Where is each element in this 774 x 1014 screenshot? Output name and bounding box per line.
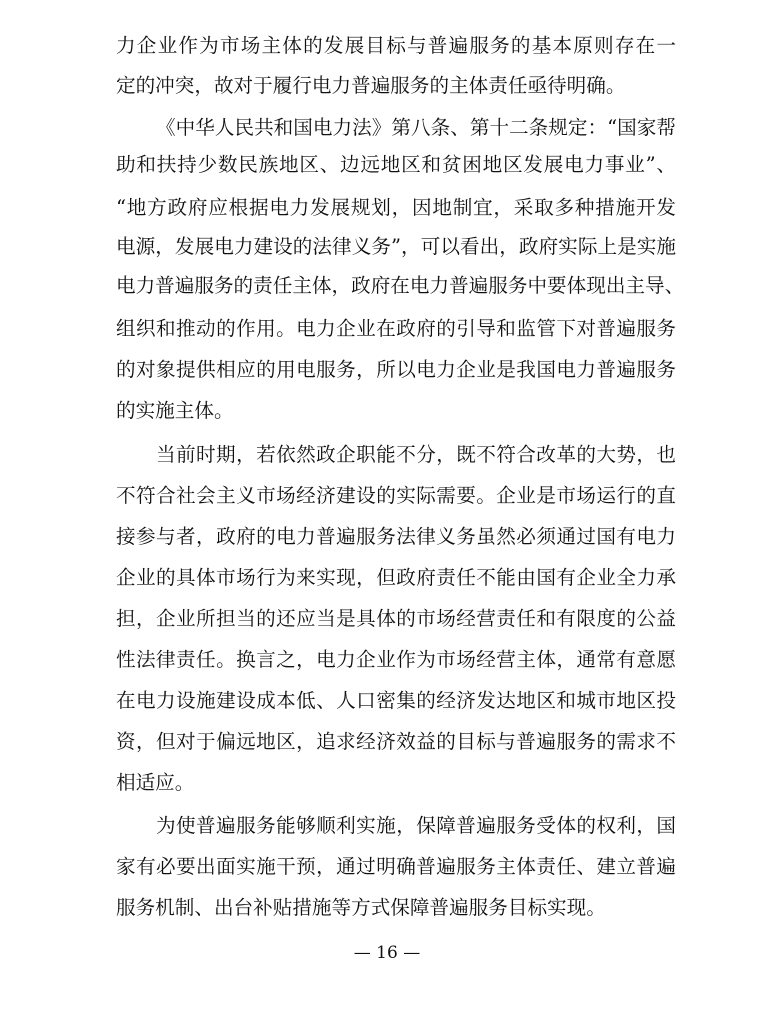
paragraph-3-line-5: 担，企业所担当的还应当是具体的市场经营责任和有限度的公益 [116, 607, 676, 630]
paragraph-2-line-4: 电源，发展电力建设的法律义务”，可以看出，政府实际上是实施 [116, 235, 676, 258]
paragraph-3-line-3: 接参与者，政府的电力普遍服务法律义务虽然必须通过国有电力 [116, 525, 676, 548]
paragraph-2-line-2: 助和扶持少数民族地区、边远地区和贫困地区发展电力事业”、 [116, 153, 676, 176]
paragraph-2-line-6: 组织和推动的作用。电力企业在政府的引导和监管下对普遍服务 [116, 317, 676, 340]
paragraph-2-line-8: 的实施主体。 [116, 399, 234, 422]
paragraph-3-line-7: 在电力设施建设成本低、人口密集的经济发达地区和城市地区投 [116, 689, 676, 712]
paragraph-3-line-9: 相适应。 [116, 771, 195, 794]
paragraph-3-line-1: 当前时期，若依然政企职能不分，既不符合改革的大势，也 [156, 443, 676, 466]
paragraph-2-line-7: 的对象提供相应的用电服务，所以电力企业是我国电力普遍服务 [116, 358, 676, 381]
paragraph-1-line-1: 力企业作为市场主体的发展目标与普遍服务的基本原则存在一 [116, 34, 676, 57]
paragraph-2-line-5: 电力普遍服务的责任主体，政府在电力普遍服务中要体现出主导、 [116, 274, 685, 297]
paragraph-2-line-3: “地方政府应根据电力发展规划，因地制宜，采取多种措施开发 [116, 196, 676, 219]
paragraph-4-line-2: 家有必要出面实施干预，通过明确普遍服务主体责任、建立普遍 [116, 855, 676, 878]
paragraph-3-line-8: 资，但对于偏远地区，追求经济效益的目标与普遍服务的需求不 [116, 730, 676, 753]
page-number: — 16 — [353, 943, 421, 963]
paragraph-2-line-1: 《中华人民共和国电力法》第八条、第十二条规定：“国家帮 [156, 116, 676, 139]
paragraph-3-line-2: 不符合社会主义市场经济建设的实际需要。企业是市场运行的直 [116, 484, 676, 507]
paragraph-3-line-4: 企业的具体市场行为来实现，但政府责任不能由国有企业全力承 [116, 566, 676, 589]
paragraph-4-line-1: 为使普遍服务能够顺利实施，保障普遍服务受体的权利，国 [156, 814, 676, 837]
paragraph-3-line-6: 性法律责任。换言之，电力企业作为市场经营主体，通常有意愿 [116, 648, 676, 671]
paragraph-4-line-3: 服务机制、出台补贴措施等方式保障普遍服务目标实现。 [116, 896, 606, 919]
paragraph-1-line-2: 定的冲突，故对于履行电力普遍服务的主体责任亟待明确。 [116, 74, 626, 97]
